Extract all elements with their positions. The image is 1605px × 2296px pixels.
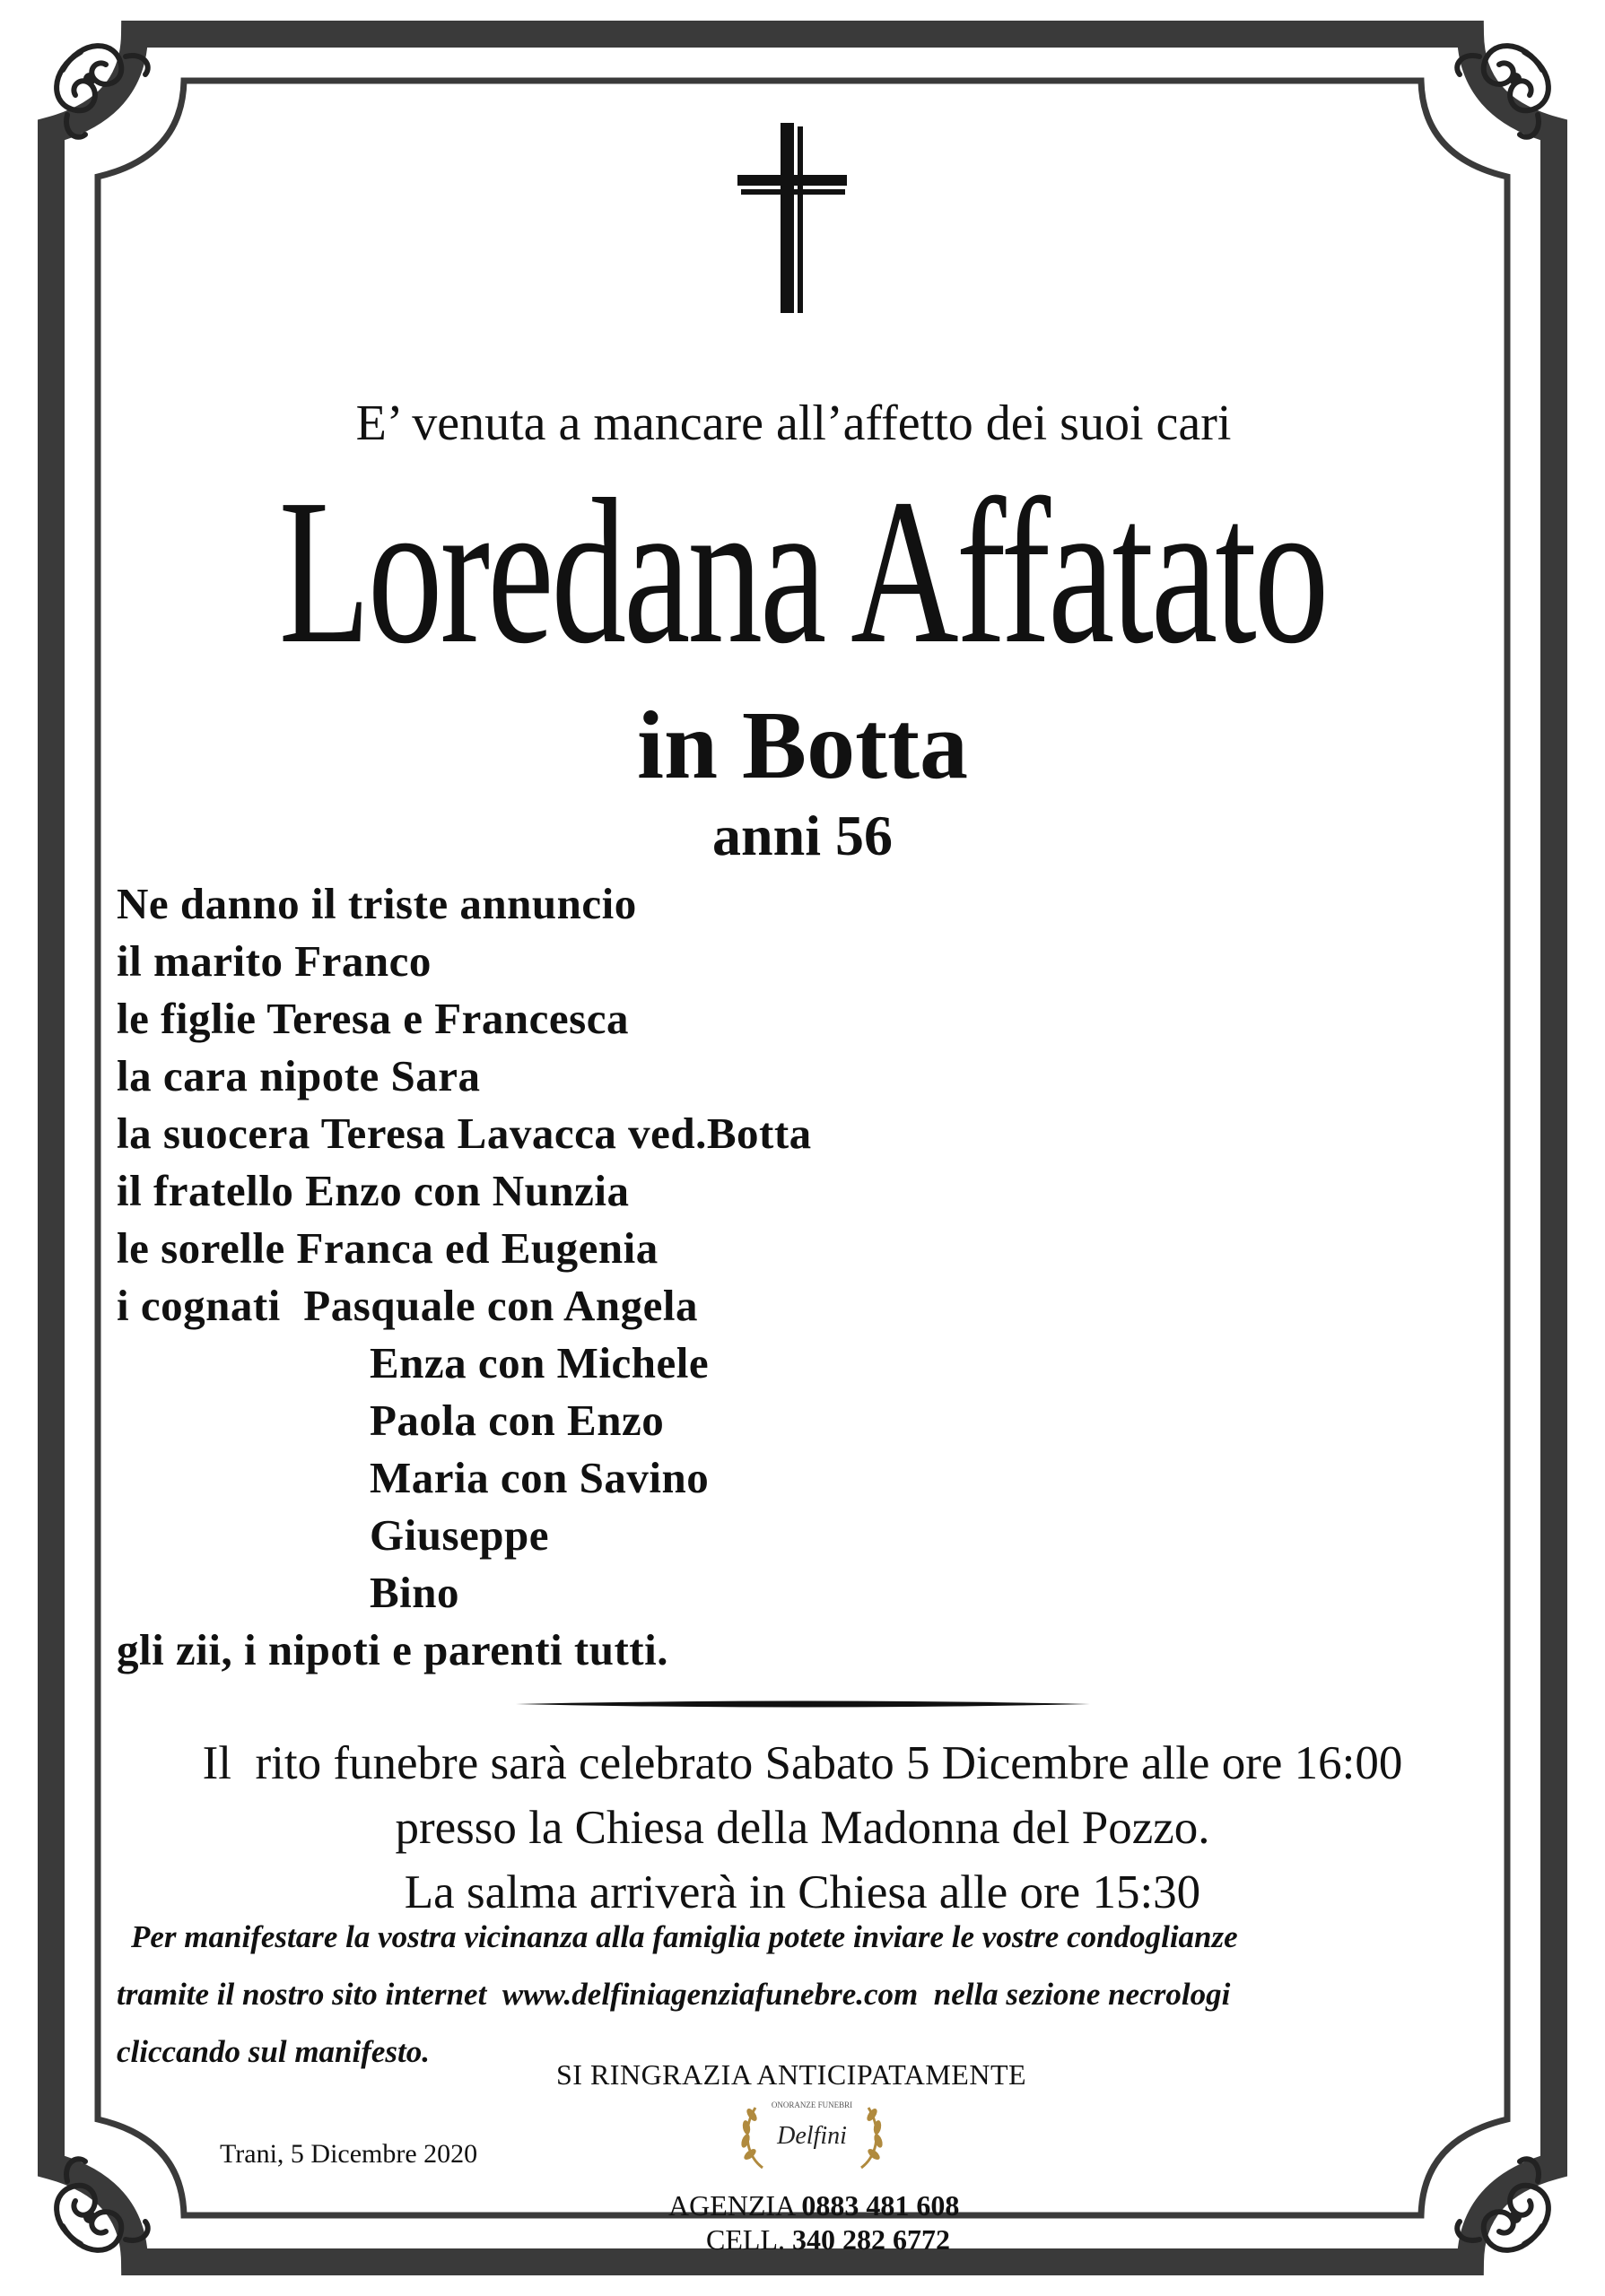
place-date: Trani, 5 Dicembre 2020 bbox=[220, 2139, 478, 2169]
agency-contacts bbox=[668, 2188, 959, 2257]
condolence-line: Per manifestare la vostra vicinanza alla famiglia potete inviare le vostre condoglianze bbox=[131, 1919, 1238, 1954]
funeral-arrival-text: La salma arriverà in Chiesa alle ore 15:30 bbox=[404, 1866, 1201, 1918]
list-item: Ne danno il triste annuncio bbox=[117, 879, 637, 928]
intro-text: E’ venuta a mancare all’affetto dei suoi cari bbox=[355, 396, 1232, 451]
divider bbox=[516, 1698, 1090, 1710]
cell-phone: 340 282 6772 bbox=[791, 2223, 950, 2256]
married-name: in Botta bbox=[636, 692, 969, 799]
list-item: le sorelle Franca ed Eugenia bbox=[117, 1223, 659, 1273]
agency-label: AGENZIA bbox=[668, 2189, 795, 2222]
list-item: Bino bbox=[370, 1568, 460, 1617]
list-item: il fratello Enzo con Nunzia bbox=[117, 1166, 630, 1215]
cell-label: CELL. bbox=[706, 2223, 785, 2256]
cell-phone-line bbox=[668, 2222, 959, 2257]
list-item: le figlie Teresa e Francesca bbox=[117, 994, 629, 1043]
list-item: Maria con Savino bbox=[370, 1453, 710, 1502]
cross-icon bbox=[737, 123, 847, 313]
deceased-name: Loredana Affatato bbox=[278, 457, 1327, 687]
age-text: anni 56 bbox=[712, 804, 893, 867]
list-item: la cara nipote Sara bbox=[117, 1051, 481, 1100]
condolence-line: cliccando sul manifesto. bbox=[117, 2034, 431, 2069]
list-item: la suocera Teresa Lavacca ved.Botta bbox=[117, 1109, 812, 1158]
list-item: Paola con Enzo bbox=[370, 1396, 665, 1445]
condolence-line: tramite il nostro sito internet www.delfiniagenziafunebre.com nella sezione necrologi bbox=[117, 1977, 1231, 2012]
thanks-text: SI RINGRAZIA ANTICIPATAMENTE bbox=[556, 2058, 1027, 2091]
agency-phone-line bbox=[668, 2188, 959, 2222]
funeral-info bbox=[0, 1731, 1605, 1925]
list-item: il marito Franco bbox=[117, 936, 432, 986]
list-item: i cognati Pasquale con Angela bbox=[117, 1281, 698, 1330]
condolence-note bbox=[117, 1909, 1516, 2081]
logo-name: Delfini bbox=[777, 2122, 847, 2150]
mourners-list bbox=[117, 875, 812, 1679]
funeral-rite-text: Il rito funebre sarà celebrato Sabato 5 Dicembre alle ore 16:00 bbox=[202, 1737, 1403, 1789]
list-item: Enza con Michele bbox=[370, 1338, 710, 1387]
funeral-church-text: presso la Chiesa della Madonna del Pozzo. bbox=[395, 1802, 1210, 1854]
list-item: Giuseppe bbox=[370, 1510, 550, 1560]
agency-logo bbox=[736, 2092, 888, 2181]
list-item: gli zii, i nipoti e parenti tutti. bbox=[117, 1625, 668, 1674]
logo-caption: ONORANZE FUNEBRI bbox=[771, 2100, 853, 2109]
agency-phone: 0883 481 608 bbox=[801, 2189, 960, 2222]
